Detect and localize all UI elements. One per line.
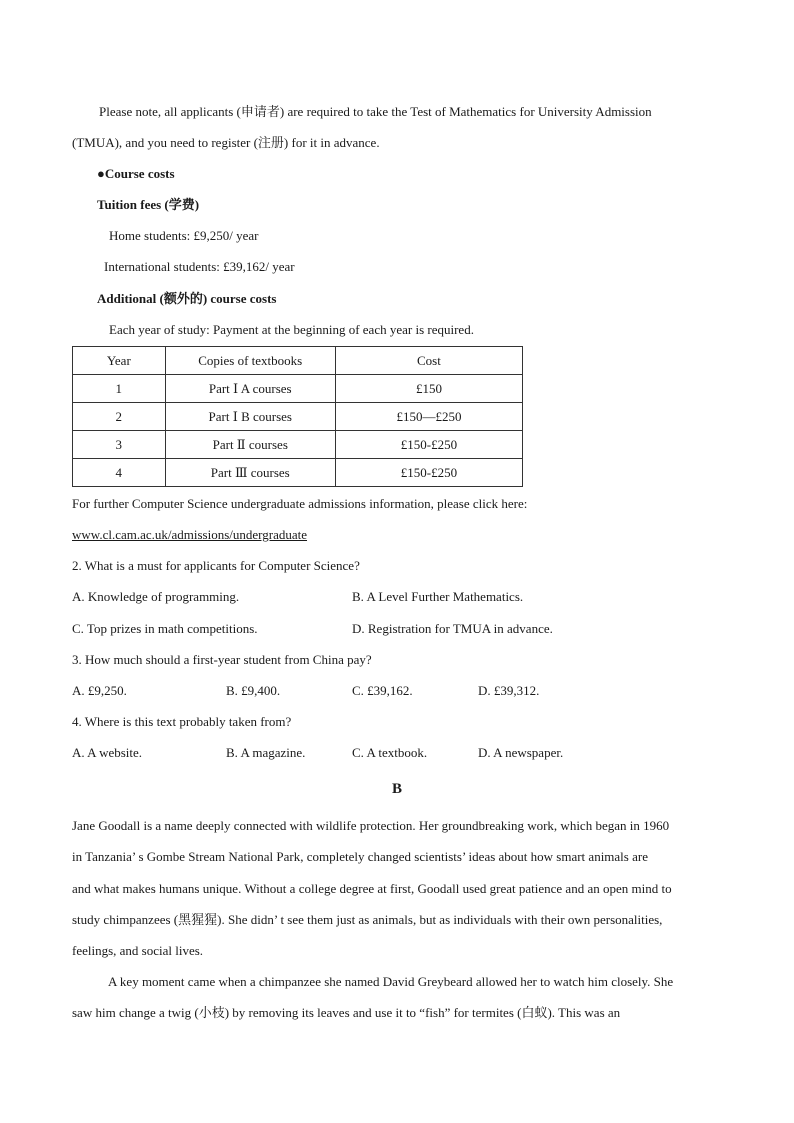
cell-cost: £150-£250	[335, 431, 522, 459]
q3-option-b: B. £9,400.	[226, 683, 281, 698]
q2-option-a: A. Knowledge of programming.	[72, 589, 240, 604]
q2-option-b: B. A Level Further Mathematics.	[352, 589, 524, 604]
q3-option-d: D. £39,312.	[478, 683, 540, 698]
passage-b-line: and what makes humans unique. Without a college degree at first, Goodall used great patience and an open mind to	[72, 881, 672, 896]
international-students-fee: International students: £39,162/ year	[104, 259, 295, 274]
q4-option-d: D. A newspaper.	[478, 745, 564, 760]
course-costs-heading: ●Course costs	[97, 166, 175, 181]
table-row	[73, 375, 523, 403]
cell-year: 3	[73, 431, 166, 459]
question-4-stem: 4. Where is this text probably taken from?	[72, 714, 292, 729]
question-3-stem: 3. How much should a first-year student from China pay?	[72, 652, 372, 667]
table-row	[73, 431, 523, 459]
course-costs-table	[72, 346, 523, 487]
cell-textbooks: Part Ⅰ A courses	[165, 375, 335, 403]
passage-b-title: B	[391, 781, 402, 797]
q4-option-b: B. A magazine.	[226, 745, 306, 760]
intro-line-1: Please note, all applicants (申请者) are required to take the Test of Mathematics for University Admission	[99, 104, 652, 119]
admissions-link[interactable]: www.cl.cam.ac.uk/admissions/undergraduate	[72, 527, 308, 542]
payment-note: Each year of study: Payment at the beginning of each year is required.	[109, 322, 474, 337]
cell-textbooks: Part Ⅱ courses	[165, 431, 335, 459]
q4-option-c: C. A textbook.	[352, 745, 428, 760]
passage-b-line: Jane Goodall is a name deeply connected with wildlife protection. Her groundbreaking work, which began in 1960	[72, 818, 670, 833]
passage-b-line: study chimpanzees (黑猩猩). She didn’ t see them just as animals, but as individuals with their own personalities,	[72, 912, 663, 927]
header-year: Year	[73, 347, 166, 375]
passage-b-line: A key moment came when a chimpanzee she named David Greybeard allowed her to watch him closely. She	[108, 974, 674, 989]
cell-year: 2	[73, 403, 166, 431]
question-2-stem: 2. What is a must for applicants for Computer Science?	[72, 558, 360, 573]
passage-b-line: saw him change a twig (小枝) by removing its leaves and use it to “fish” for termites (白蚁). This was an	[72, 1005, 621, 1020]
table-row	[73, 459, 523, 487]
q3-option-c: C. £39,162.	[352, 683, 413, 698]
header-cost: Cost	[335, 347, 522, 375]
table-row	[73, 403, 523, 431]
cell-year: 1	[73, 375, 166, 403]
cell-cost: £150—£250	[335, 403, 522, 431]
cell-cost: £150-£250	[335, 459, 522, 487]
cell-textbooks: Part Ⅲ courses	[165, 459, 335, 487]
q2-option-d: D. Registration for TMUA in advance.	[352, 621, 553, 636]
header-textbooks: Copies of textbooks	[165, 347, 335, 375]
tuition-fees-heading: Tuition fees (学费)	[97, 197, 200, 212]
table-header-row	[73, 347, 523, 375]
passage-b-line: feelings, and social lives.	[72, 943, 204, 958]
q3-option-a: A. £9,250.	[72, 683, 127, 698]
cell-cost: £150	[335, 375, 522, 403]
additional-costs-heading: Additional (额外的) course costs	[97, 291, 277, 306]
cell-textbooks: Part Ⅰ B courses	[165, 403, 335, 431]
intro-line-2: (TMUA), and you need to register (注册) for it in advance.	[72, 135, 380, 150]
further-info-text: For further Computer Science undergraduate admissions information, please click here:	[72, 496, 528, 511]
home-students-fee: Home students: £9,250/ year	[109, 228, 259, 243]
q2-option-c: C. Top prizes in math competitions.	[72, 621, 258, 636]
q4-option-a: A. A website.	[72, 745, 143, 760]
cell-year: 4	[73, 459, 166, 487]
passage-b-line: in Tanzania’ s Gombe Stream National Park, completely changed scientists’ ideas about how smart animals are	[72, 849, 648, 864]
